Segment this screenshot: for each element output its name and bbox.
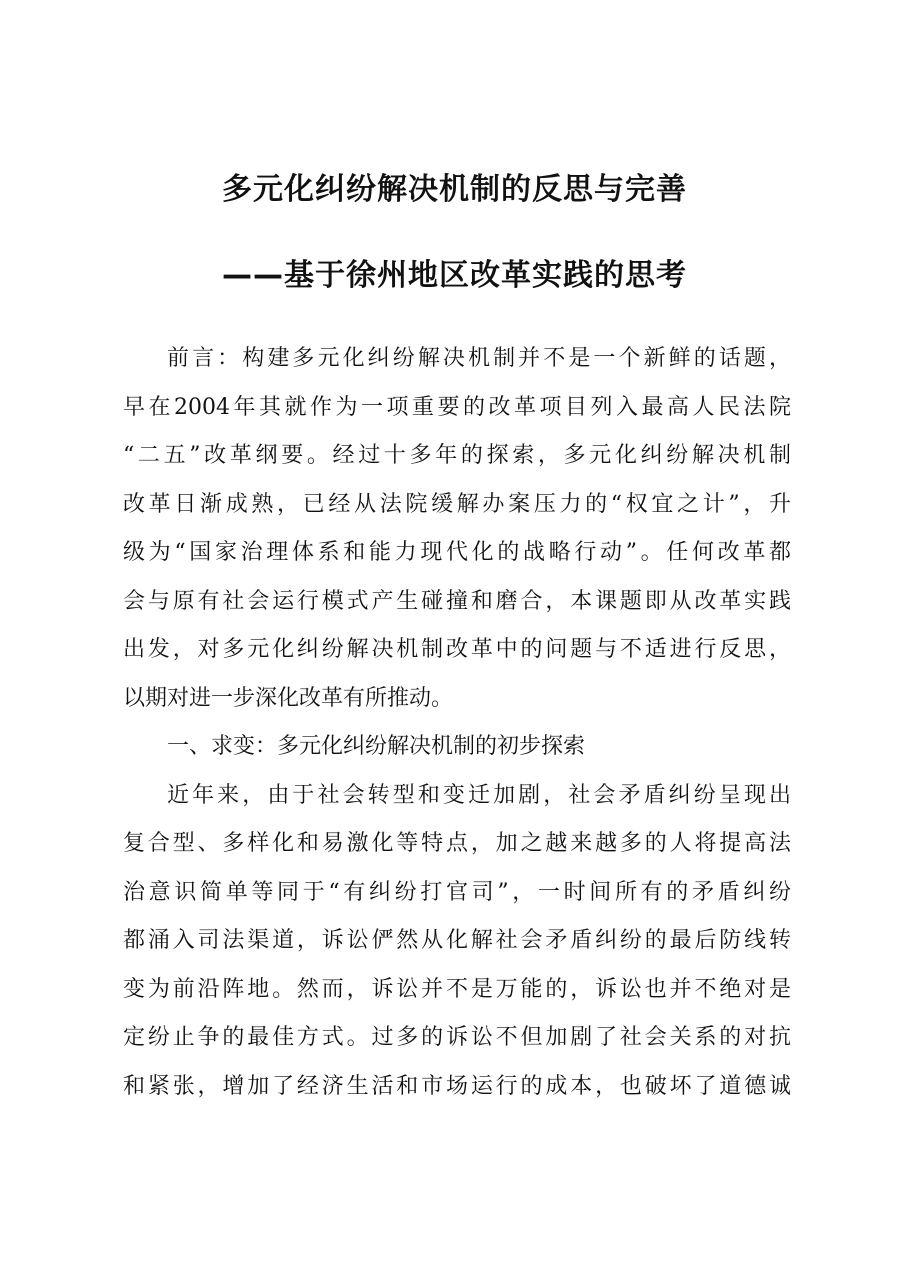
body-line: 近年来，由于社会转型和变迁加剧，社会矛盾纠纷呈现出 bbox=[167, 782, 791, 808]
body-line: 变为前沿阵地。然而，诉讼并不是万能的，诉讼也并不绝对是 bbox=[123, 976, 791, 1002]
body-line: 级为“国家治理体系和能力现代化的战略行动”。任何改革都 bbox=[123, 540, 791, 565]
body-line: 以期对进一步深化改革有所推动。 bbox=[123, 685, 454, 711]
body-line: 会与原有社会运行模式产生碰撞和磨合，本课题即从改革实践 bbox=[123, 588, 791, 614]
section-heading: 一、求变：多元化纠纷解决机制的初步探索 bbox=[167, 734, 586, 759]
body-line: 早在2004年其就作为一项重要的改革项目列入最高人民法院 bbox=[123, 394, 791, 420]
body-line: 都涌入司法渠道，诉讼俨然从化解社会矛盾纠纷的最后防线转 bbox=[123, 928, 791, 953]
body-line: “二五”改革纲要。经过十多年的探索，多元化纠纷解决机制 bbox=[123, 443, 791, 468]
document-body bbox=[123, 335, 791, 1111]
body-line: 改革日渐成熟，已经从法院缓解办案压力的“权宜之计”，升 bbox=[123, 491, 791, 517]
document-title: 多元化纠纷解决机制的反思与完善 bbox=[222, 172, 687, 207]
body-line: 复合型、多样化和易激化等特点，加之越来越多的人将提高法 bbox=[123, 831, 791, 856]
body-line: 治意识简单等同于“有纠纷打官司”，一时间所有的矛盾纠纷 bbox=[123, 879, 791, 905]
body-line: 和紧张，增加了经济生活和市场运行的成本，也破坏了道德诚 bbox=[123, 1073, 791, 1099]
document-subtitle: ——基于徐州地区改革实践的思考 bbox=[222, 258, 687, 293]
body-line: 出发，对多元化纠纷解决机制改革中的问题与不适进行反思， bbox=[123, 637, 791, 662]
body-line: 前言：构建多元化纠纷解决机制并不是一个新鲜的话题， bbox=[167, 346, 791, 371]
body-line: 定纷止争的最佳方式。过多的诉讼不但加剧了社会关系的对抗 bbox=[123, 1025, 791, 1050]
